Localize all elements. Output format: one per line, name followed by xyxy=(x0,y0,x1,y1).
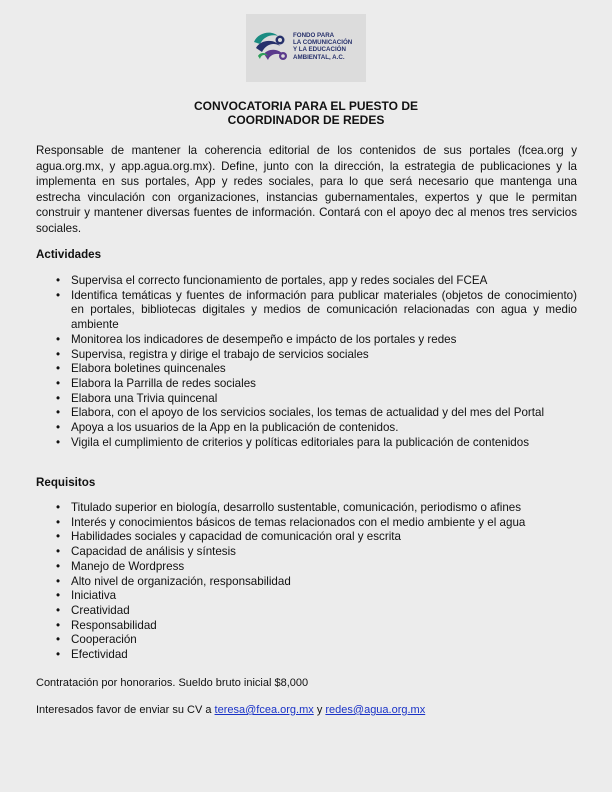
contract-note: Contratación por honorarios. Sueldo bruto inicial $8,000 xyxy=(36,677,309,689)
activities-heading: Actividades xyxy=(36,248,102,261)
title-line-2: COORDINADOR DE REDES xyxy=(227,113,385,127)
logo-wordmark: FONDO PARA LA COMUNICACIÓN Y LA EDUCACIÓN AMBIENTAL, A.C. xyxy=(293,32,353,61)
list-item: • Creatividad xyxy=(36,604,577,619)
apply-prefix: Interesados favor de enviar su CV a xyxy=(36,704,212,716)
list-item: • Apoya a los usuarios de la App en la publicación de contenidos. xyxy=(36,421,577,436)
activities-list xyxy=(36,274,577,450)
title-line-1: CONVOCATORIA PARA EL PUESTO DE xyxy=(193,99,419,113)
list-item: • Vigila el cumplimiento de criterios y políticas editoriales para la publicación de contenidos xyxy=(36,436,577,451)
apply-instructions xyxy=(36,704,425,717)
list-item: • Supervisa el correcto funcionamiento de portales, app y redes sociales del FCEA xyxy=(36,274,577,289)
requirements-list xyxy=(36,501,577,663)
logo-emblem-icon xyxy=(250,24,294,68)
list-item: • Alto nivel de organización, responsabilidad xyxy=(36,575,577,590)
list-item: • Elabora una Trivia quincenal xyxy=(36,392,577,407)
list-item: • Manejo de Wordpress xyxy=(36,560,577,575)
list-item: • Elabora la Parrilla de redes sociales xyxy=(36,377,577,392)
list-item: • Titulado superior en biología, desarrollo sustentable, comunicación, periodismo o afines xyxy=(36,501,577,516)
list-item: • Capacidad de análisis y síntesis xyxy=(36,545,577,560)
document-title xyxy=(36,99,576,127)
intro-paragraph: Responsable de mantener la coherencia editorial de los contenidos de sus portales (fcea.org y agua.org.mx, y app.agua.org.mx). Define, junto con la dirección, la estrategia de publicaciones y la implementa en sus portales, App y redes sociales, para lo que será necesario que mantenga una estrecha vinculación con organizaciones, instancias gubernamentales, expertos y que le permitan construir y mantener diversas fuentes de información. Contará con el apoyo dec al menos tres servicios sociales. xyxy=(36,144,577,235)
email-link-redes[interactable]: redes@agua.org.mx xyxy=(325,704,426,716)
list-item: • Efectividad xyxy=(36,648,577,663)
list-item: • Responsabilidad xyxy=(36,619,577,634)
organization-logo xyxy=(246,14,366,82)
list-item: • Interés y conocimientos básicos de temas relacionados con el medio ambiente y el agua xyxy=(36,516,577,531)
email-link-teresa[interactable]: teresa@fcea.org.mx xyxy=(214,704,314,716)
list-item: • Identifica temáticas y fuentes de información para publicar materiales (objetos de conocimiento) en portales, bibliotecas digitales y medios de comunicación relacionadas con agua y medio ambiente xyxy=(36,289,577,333)
list-item: • Cooperación xyxy=(36,633,577,648)
requirements-heading: Requisitos xyxy=(36,476,96,489)
list-item: • Elabora boletines quincenales xyxy=(36,362,577,377)
list-item: • Supervisa, registra y dirige el trabajo de servicios sociales xyxy=(36,348,577,363)
apply-connector: y xyxy=(316,704,323,716)
list-item: • Monitorea los indicadores de desempeño e impácto de los portales y redes xyxy=(36,333,577,348)
list-item: • Habilidades sociales y capacidad de comunicación oral y escrita xyxy=(36,530,577,545)
list-item: • Elabora, con el apoyo de los servicios sociales, los temas de actualidad y del mes del Portal xyxy=(36,406,577,421)
list-item: • Iniciativa xyxy=(36,589,577,604)
